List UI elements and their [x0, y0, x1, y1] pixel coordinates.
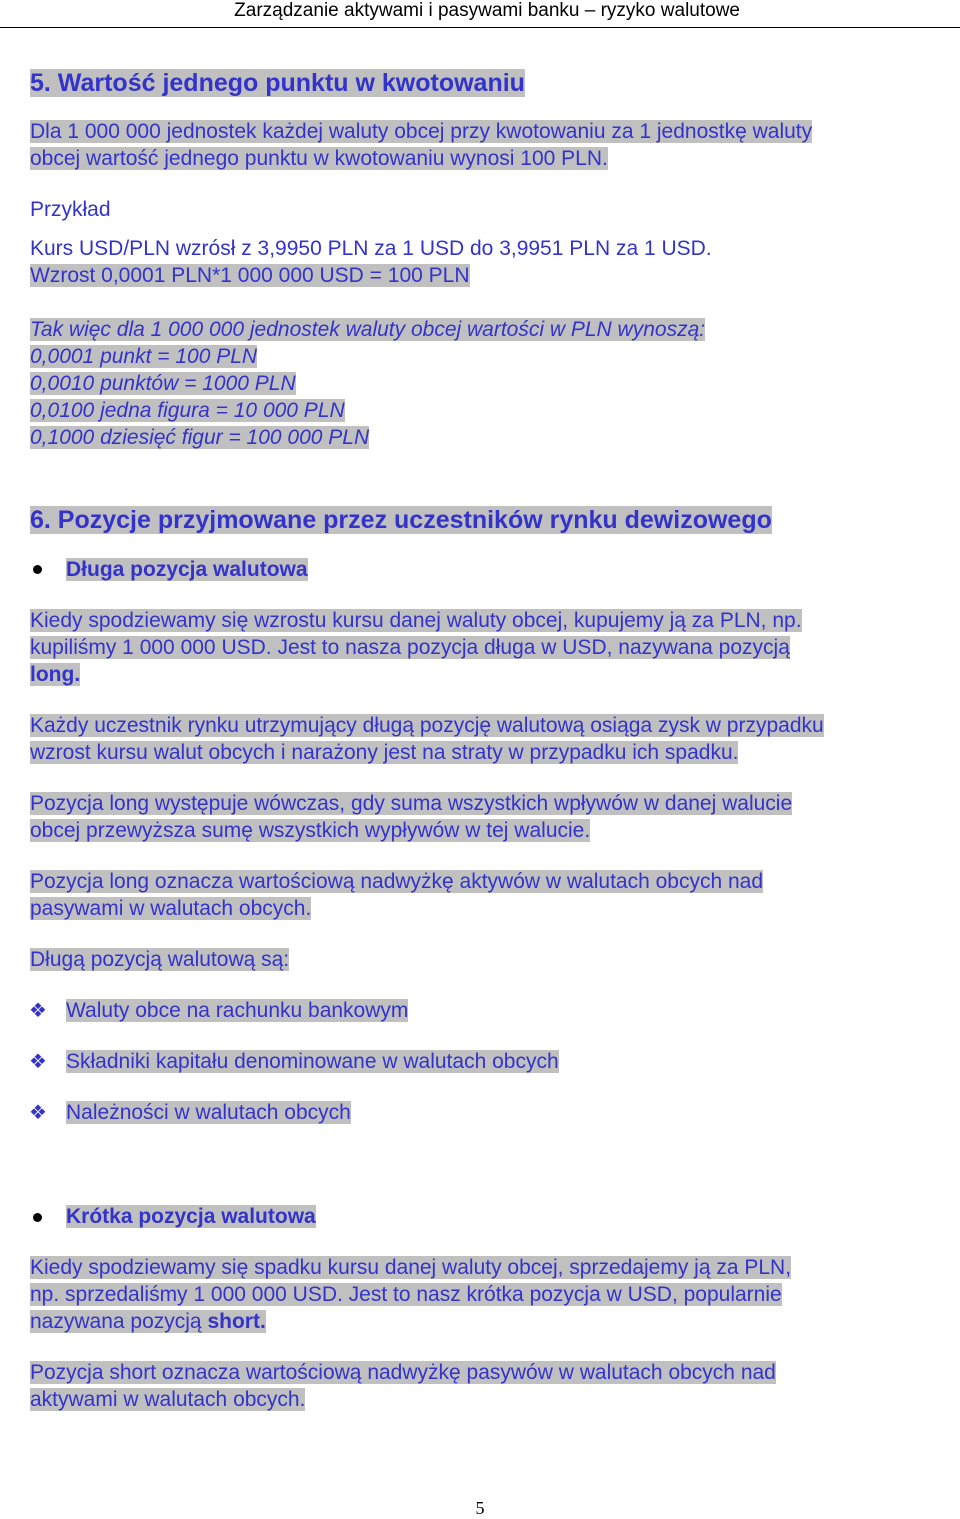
list-item: Składniki kapitału denominowane w walutach obcych	[66, 1050, 559, 1073]
bullet-dot-icon	[33, 1213, 42, 1222]
paragraph-line: nazywana pozycją short.	[30, 1310, 266, 1333]
header-title: Zarządzanie aktywami i pasywami banku – ryzyko walutowe	[234, 0, 740, 21]
paragraph-line: obcej przewyższa sumę wszystkich wypływów w tej walucie.	[30, 819, 591, 842]
intro-line: obcej wartość jednego punktu w kwotowaniu wynosi 100 PLN.	[30, 147, 608, 170]
paragraph-line: long.	[30, 663, 81, 686]
paragraph-line: wzrost kursu walut obcych i narażony jest na straty w przypadku ich spadku.	[30, 741, 739, 764]
long-position-title: Długa pozycja walutowa	[66, 558, 308, 581]
diamond-bullet-icon: ❖	[29, 1049, 47, 1073]
paragraph-line: Pozycja long występuje wówczas, gdy suma wszystkich wpływów w danej walucie	[30, 792, 793, 815]
example-line: Kurs USD/PLN wzrósł z 3,9950 PLN za 1 USD do 3,9951 PLN za 1 USD.	[30, 237, 712, 260]
paragraph-line: Pozycja long oznacza wartościową nadwyżkę aktywów w walutach obcych nad	[30, 870, 764, 893]
list-item: Waluty obce na rachunku bankowym	[66, 999, 409, 1022]
section-6-heading: 6. Pozycje przyjmowane przez uczestników rynku dewizowego	[30, 506, 772, 534]
diamond-bullet-icon: ❖	[29, 998, 47, 1022]
paragraph-line: pasywami w walutach obcych.	[30, 897, 312, 920]
paragraph-line: np. sprzedaliśmy 1 000 000 USD. Jest to nasz krótka pozycja w USD, popularnie	[30, 1283, 782, 1306]
value-line: 0,0010 punktów = 1000 PLN	[30, 372, 296, 395]
value-line: 0,0001 punkt = 100 PLN	[30, 345, 258, 368]
example-label: Przykład	[30, 198, 111, 221]
paragraph-line: Kiedy spodziewamy się spadku kursu danej waluty obcej, sprzedajemy ją za PLN,	[30, 1256, 792, 1279]
short-position-title: Krótka pozycja walutowa	[66, 1205, 316, 1228]
paragraph-line: kupiliśmy 1 000 000 USD. Jest to nasza pozycja długa w USD, nazywana pozycją	[30, 636, 790, 659]
bullet-dot-icon	[33, 565, 42, 574]
value-line: 0,1000 dziesięć figur = 100 000 PLN	[30, 426, 370, 449]
paragraph-line: Kiedy spodziewamy się wzrostu kursu danej waluty obcej, kupujemy ją za PLN, np.	[30, 609, 802, 632]
paragraph-line: Każdy uczestnik rynku utrzymujący długą pozycję walutową osiąga zysk w przypadku	[30, 714, 824, 737]
page-number: 5	[475, 1498, 485, 1518]
paragraph-line: Pozycja short oznacza wartościową nadwyżkę pasywów w walutach obcych nad	[30, 1361, 776, 1384]
values-intro: Tak więc dla 1 000 000 jednostek waluty obcej wartości w PLN wynoszą:	[30, 318, 706, 341]
value-line: 0,0100 jedna figura = 10 000 PLN	[30, 399, 345, 422]
list-item: Należności w walutach obcych	[66, 1101, 351, 1124]
list-intro: Długą pozycją walutową są:	[30, 948, 290, 971]
paragraph-line: aktywami w walutach obcych.	[30, 1388, 306, 1411]
intro-line: Dla 1 000 000 jednostek każdej waluty obcej przy kwotowaniu za 1 jednostkę waluty	[30, 120, 813, 143]
running-header	[0, 0, 960, 28]
diamond-bullet-icon: ❖	[29, 1100, 47, 1124]
example-line: Wzrost 0,0001 PLN*1 000 000 USD = 100 PLN	[30, 264, 470, 287]
section-5-heading: 5. Wartość jednego punktu w kwotowaniu	[30, 69, 525, 97]
